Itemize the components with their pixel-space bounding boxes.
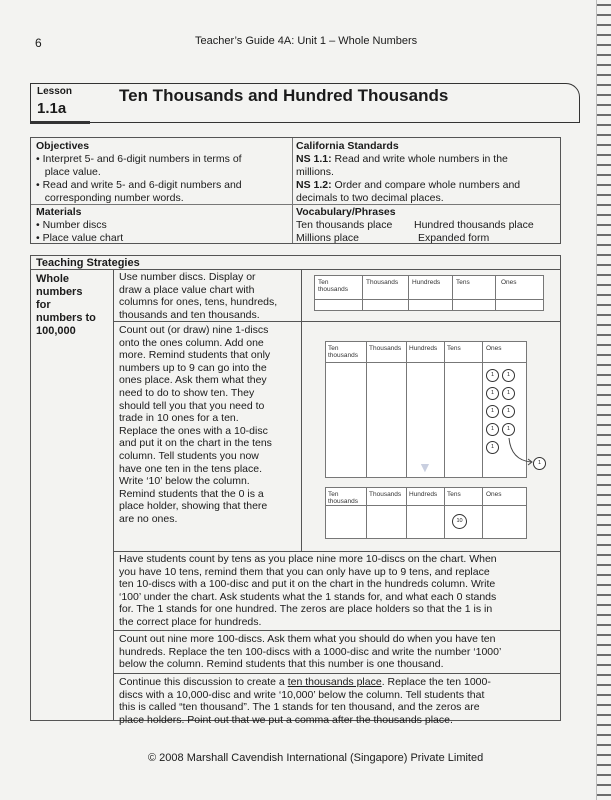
vocabulary-heading: Vocabulary/Phrases xyxy=(296,206,396,218)
objectives-section xyxy=(36,140,291,205)
one-disc: 1 xyxy=(502,405,515,418)
chart-header: Tens xyxy=(456,279,470,286)
vocab-term: Hundred thousands place xyxy=(414,219,534,231)
lesson-title: Ten Thousands and Hundred Thousands xyxy=(119,86,449,105)
added-one-disc: 1 xyxy=(533,457,546,470)
one-disc: 1 xyxy=(486,405,499,418)
vocab-term: Expanded form xyxy=(418,232,490,244)
vocab-underlined-term: ten thousands place xyxy=(287,676,382,688)
chart-header: Ones xyxy=(486,491,502,498)
lesson-number: 1.1a xyxy=(37,100,67,117)
objectives-heading: Objectives xyxy=(36,140,90,152)
standard-ns12: NS 1.2: Order and compare whole numbers and xyxy=(296,179,521,191)
one-disc: 1 xyxy=(502,369,515,382)
standard-ns11: NS 1.1: Read and write whole numbers in the xyxy=(296,153,508,165)
objective-line: corresponding number words. xyxy=(36,192,184,204)
one-disc: 1 xyxy=(486,441,499,454)
arrow-down-icon: ▼ xyxy=(418,459,432,475)
standards-heading: California Standards xyxy=(296,140,399,152)
chart-header: Ones xyxy=(501,279,517,286)
step5-text: Continue this discussion to create a ten thousands place. Replace the ten 1000- discs with a 10,000-disc and write ‘10,000’ below the column. Tell students that this is called “ten thousand”. The 1 stands for ten thousand, and the zeros are place holders. Point out that we put a comma after the thousands place. xyxy=(119,676,491,726)
materials-section xyxy=(36,206,291,245)
chart-header: Ten thousands xyxy=(328,345,358,359)
one-disc: 1 xyxy=(486,387,499,400)
vocab-term: Millions place xyxy=(296,232,360,244)
step2-text: Count out (or draw) nine 1-discs onto the ones column. Add one more. Remind students that only numbers up to 9 can go into the ones place. Ask them what they need to do to show ten. They should tell you that you need to trade in 10 ones for a ten. Replace the ones with a 10-disc and put it on the chart in the tens column. Tell students you now have one ten in the tens place. Write ‘10’ below the column. Remind students that the 0 is a place holder, showing that there are no ones. xyxy=(119,324,272,525)
lesson-tab xyxy=(31,84,91,122)
chart-header: Ten thousands xyxy=(328,491,358,505)
one-disc: 1 xyxy=(502,387,515,400)
materials-heading: Materials xyxy=(36,206,82,218)
copyright-footer: © 2008 Marshall Cavendish International (Singapore) Private Limited xyxy=(148,752,484,764)
material-item: • Place value chart xyxy=(36,232,124,244)
chart-header: Ten thousands xyxy=(318,279,348,293)
chart-header: Tens xyxy=(447,491,461,498)
spiral-binding xyxy=(597,0,611,800)
chart-header: Tens xyxy=(447,345,461,352)
chart-header: Hundreds xyxy=(409,491,438,498)
step1-text: Use number discs. Display or draw a place value chart with columns for ones, tens, hundreds, thousands and ten thousands. xyxy=(119,271,278,321)
material-item: • Number discs xyxy=(36,219,107,231)
lesson-title-box xyxy=(30,83,580,123)
topic-label: Whole numbers for numbers to 100,000 xyxy=(36,273,96,337)
chart-header: Thousands xyxy=(369,491,402,498)
one-disc: 1 xyxy=(486,369,499,382)
one-disc: 1 xyxy=(502,423,515,436)
place-value-chart-empty xyxy=(314,275,544,311)
vocab-term: Ten thousands place xyxy=(296,219,393,231)
ten-disc: 10 xyxy=(452,514,467,529)
chart-header: Hundreds xyxy=(412,279,441,286)
running-header: Teacher’s Guide 4A: Unit 1 – Whole Numbers xyxy=(195,35,418,47)
objective-line: place value. xyxy=(36,166,101,178)
step4-text: Count out nine more 100-discs. Ask them what you should do when you have ten hundreds. Replace the ten 100-discs with a 1000-disc and write the number ‘1000’ below the column. Remind students that this number is one thousand. xyxy=(119,633,502,671)
curved-arrow-icon xyxy=(501,436,561,476)
chart-header: Hundreds xyxy=(409,345,438,352)
one-disc: 1 xyxy=(486,423,499,436)
teaching-strategies-table xyxy=(30,255,561,726)
teaching-strategies-heading: Teaching Strategies xyxy=(36,257,140,269)
page-number: 6 xyxy=(35,36,42,50)
objective-line: • Read and write 5- and 6-digit numbers and xyxy=(36,179,242,191)
chart-header: Thousands xyxy=(369,345,402,352)
lesson-label: Lesson xyxy=(37,86,73,97)
step3-text: Have students count by tens as you place nine more 10-discs on the chart. When you have 10 tens, remind them that you can only have up to 9 tens, and replace ten 10-discs with a 100-disc and put it on the chart in the hundreds column. Write ‘100’ under the chart. Ask students what the 1 stands for, and what each 0 stands for. The 1 stands for one hundred. The zeros are place holders so that the 1 is in the correct place for hundreds. xyxy=(119,553,497,628)
objective-line: • Interpret 5- and 6-digit numbers in terms of xyxy=(36,153,242,165)
lesson-overview-table xyxy=(30,137,561,244)
place-value-chart-ones xyxy=(325,341,527,478)
vocabulary-section xyxy=(296,206,556,245)
standards-section: California Standards NS 1.1: Read and write whole numbers in the millions. NS 1.2: Order and compare whole numbers and decimals to two decimal places. xyxy=(296,140,556,205)
chart-header: Thousands xyxy=(366,279,399,286)
chart-header: Ones xyxy=(486,345,502,352)
place-value-chart-tens xyxy=(325,487,527,539)
